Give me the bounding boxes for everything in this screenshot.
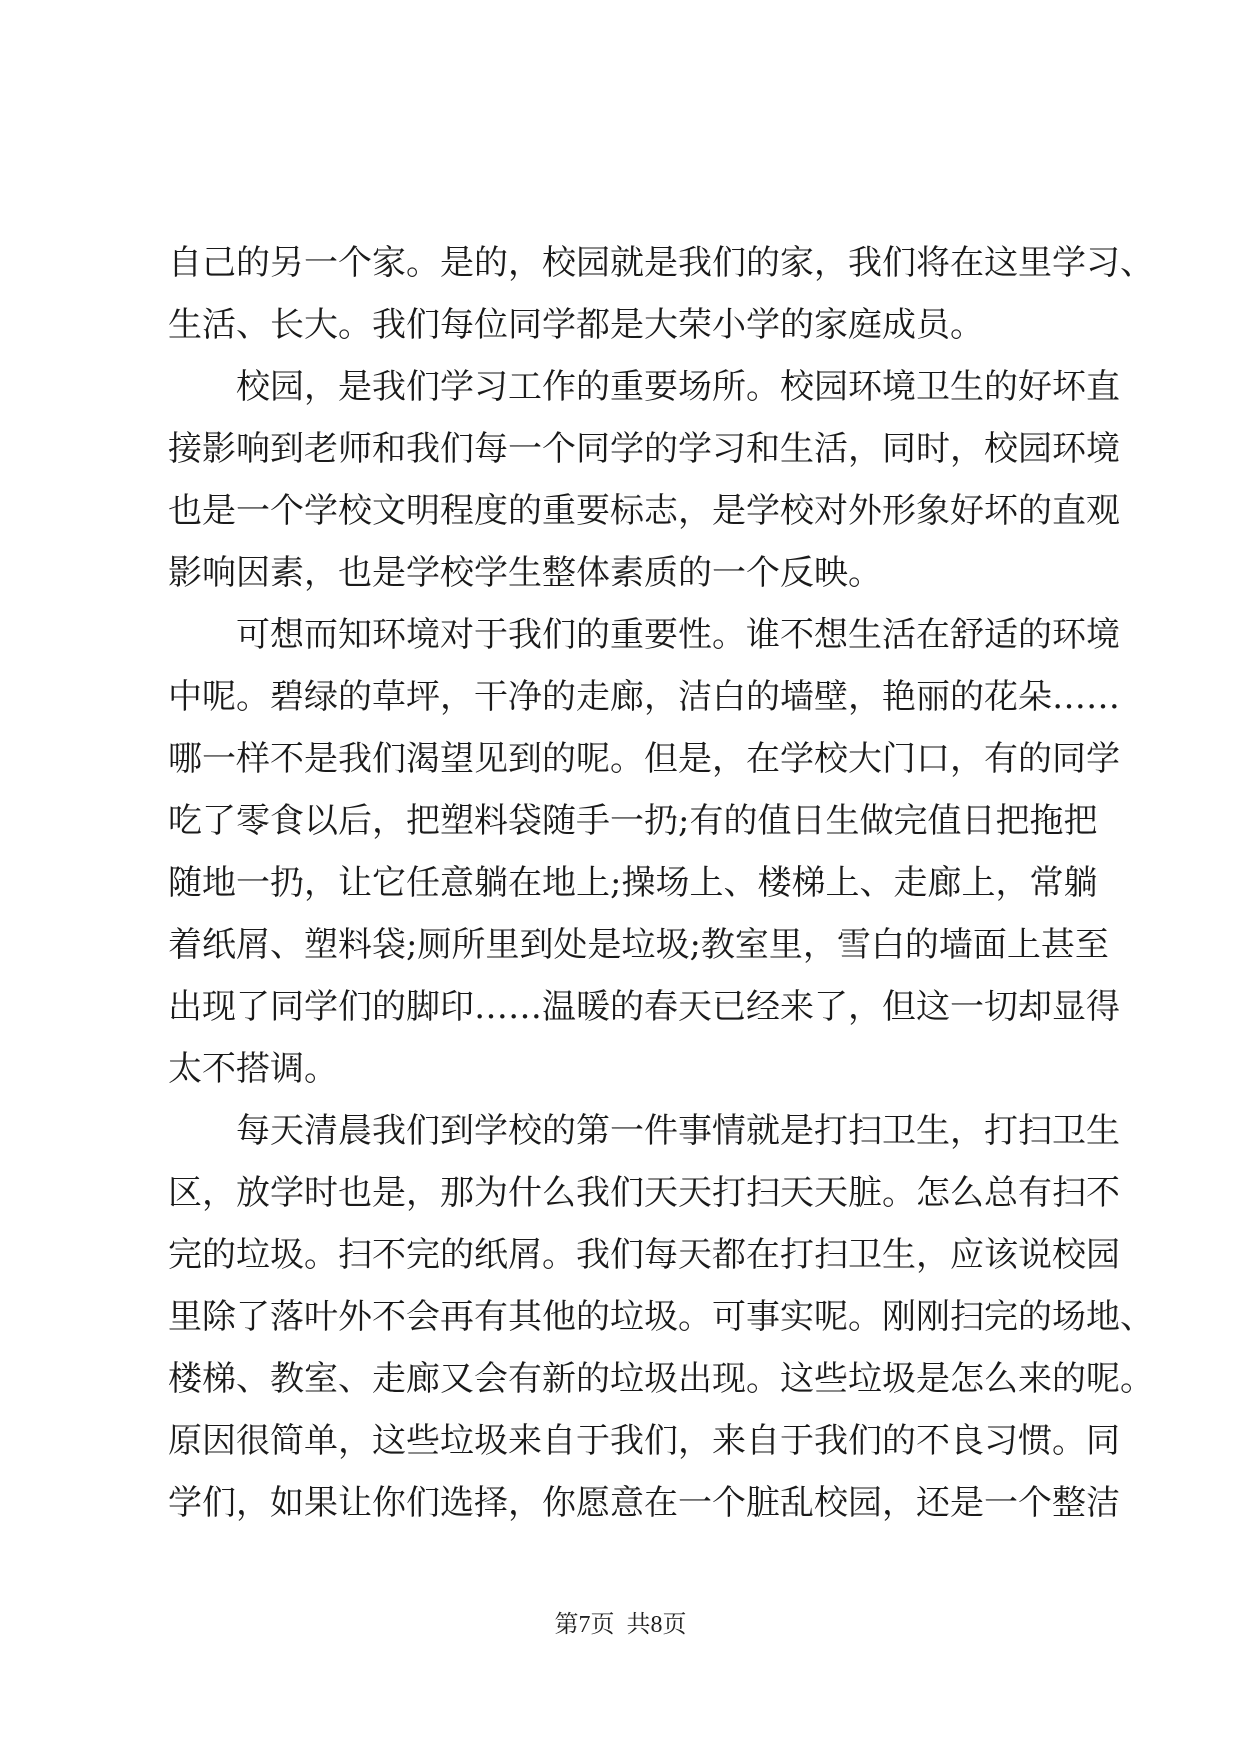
text-line: 区，放学时也是，那为什么我们天天打扫天天脏。怎么总有扫不	[168, 1173, 1120, 1213]
text-line: 影响因素，也是学校学生整体素质的一个反映。	[168, 553, 882, 593]
text-line: 哪一样不是我们渴望见到的呢。但是，在学校大门口，有的同学	[168, 739, 1120, 779]
text-line: 吃了零食以后，把塑料袋随手一扔;有的值日生做完值日把拖把	[168, 801, 1098, 841]
text-line: 楼梯、教室、走廊又会有新的垃圾出现。这些垃圾是怎么来的呢。	[168, 1359, 1154, 1399]
text-line: 学们，如果让你们选择，你愿意在一个脏乱校园，还是一个整洁	[168, 1483, 1120, 1523]
text-line: 里除了落叶外不会再有其他的垃圾。可事实呢。刚刚扫完的场地、	[168, 1297, 1154, 1337]
text-line: 自己的另一个家。是的，校园就是我们的家，我们将在这里学习、	[168, 243, 1154, 283]
text-line: 太不搭调。	[168, 1049, 338, 1089]
text-line: 接影响到老师和我们每一个同学的学习和生活，同时，校园环境	[168, 429, 1120, 469]
text-line: 着纸屑、塑料袋;厕所里到处是垃圾;教室里，雪白的墙面上甚至	[168, 925, 1109, 965]
text-line: 每天清晨我们到学校的第一件事情就是打扫卫生，打扫卫生	[236, 1111, 1120, 1151]
text-line: 校园，是我们学习工作的重要场所。校园环境卫生的好坏直	[236, 367, 1120, 407]
page-total: 共8页	[626, 1612, 687, 1638]
page-footer	[0, 1610, 1241, 1640]
text-line: 也是一个学校文明程度的重要标志，是学校对外形象好坏的直观	[168, 491, 1120, 531]
text-line: 随地一扔，让它任意躺在地上;操场上、楼梯上、走廊上，常躺	[168, 863, 1098, 903]
document-body	[168, 232, 1154, 1534]
text-line: 中呢。碧绿的草坪，干净的走廊，洁白的墙壁，艳丽的花朵……	[168, 677, 1120, 717]
text-line: 可想而知环境对于我们的重要性。谁不想生活在舒适的环境	[236, 615, 1120, 655]
text-line: 完的垃圾。扫不完的纸屑。我们每天都在打扫卫生，应该说校园	[168, 1235, 1120, 1275]
text-line: 出现了同学们的脚印……温暖的春天已经来了，但这一切却显得	[168, 987, 1120, 1027]
page-number: 第7页	[554, 1612, 615, 1638]
text-line: 生活、长大。我们每位同学都是大荣小学的家庭成员。	[168, 305, 984, 345]
text-line: 原因很简单，这些垃圾来自于我们，来自于我们的不良习惯。同	[168, 1421, 1120, 1461]
